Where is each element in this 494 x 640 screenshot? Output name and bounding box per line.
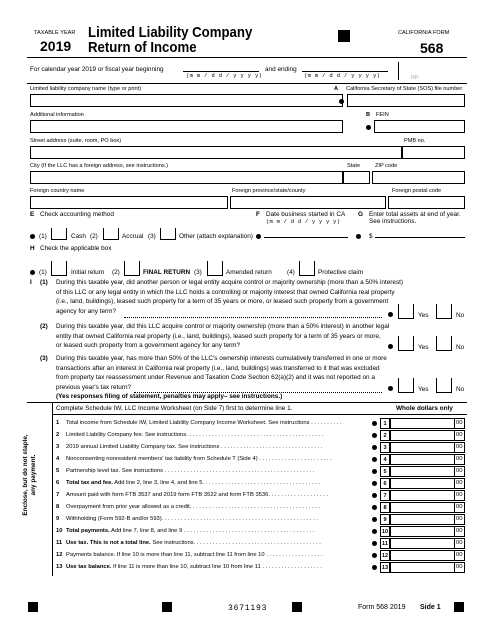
street-label: Street address (suite, room, PO box) [30, 138, 122, 144]
q1-yes-label: Yes [418, 312, 429, 319]
foreign-province-input[interactable] [230, 196, 386, 209]
line-cents: 00 [456, 564, 463, 570]
business-start-bullet-icon [356, 234, 361, 239]
line-box-number: 13 [380, 562, 390, 573]
scan-marker-left [28, 602, 38, 612]
line-cents: 00 [456, 444, 463, 450]
line-box-number: 8 [380, 502, 390, 513]
fein-bullet-icon [366, 125, 371, 130]
line-number: 2 [56, 432, 60, 438]
line-description: Overpayment from prior year allowed as a credit. . . . . . . . . . . . . . . . . . . . . . . . . . . . . . . . . . . . . . . . . [66, 504, 321, 510]
field-letter-i: I [30, 279, 32, 286]
line-cents: 00 [456, 540, 463, 546]
cents-separator [454, 562, 455, 573]
cents-separator [454, 430, 455, 441]
rp-label: RP [411, 75, 419, 81]
scan-marker-mid-right [292, 602, 302, 612]
business-start-hint: (m m / d d / y y y y) [266, 219, 341, 225]
other-method-label: Other (attach explanation) [179, 233, 253, 240]
line-box-number: 2 [380, 430, 390, 441]
final-return-checkbox[interactable] [124, 261, 140, 276]
line-box-number: 11 [380, 538, 390, 549]
state-input[interactable] [343, 171, 370, 184]
line-bullet-icon [372, 457, 377, 462]
line-bullet-icon [372, 433, 377, 438]
q2-bullet-icon [388, 344, 393, 349]
cents-separator [454, 490, 455, 501]
line-cents: 00 [456, 552, 463, 558]
q1-leader [124, 317, 382, 318]
line-number: 10 [56, 528, 63, 534]
state-label: State [347, 163, 361, 169]
form-footer-id: Form 568 2019 [358, 604, 406, 611]
line-box-number: 5 [380, 466, 390, 477]
field-letter-a: A [334, 86, 339, 92]
line-cents: 00 [456, 504, 463, 510]
line-cents: 00 [456, 456, 463, 462]
i-num-2: (2) [40, 323, 48, 330]
line-box-number: 7 [380, 490, 390, 501]
scan-marker-mid-left [162, 602, 172, 612]
h-num-1: (1) [39, 269, 47, 276]
q3-bullet-icon [388, 386, 393, 391]
question-3-text: During this taxable year, has more than 50% of the LLC's ownership interests cumulatively transferred in one or more transactions after an interest in California real property (i.e., land, buildings) was transferred to it that was excluded from property tax reassessment under Revenue and Taxation Code Section 62(a)(2) and it was not reported on a previous year's tax return? [56, 355, 387, 392]
line-box-number: 3 [380, 442, 390, 453]
line-box-number: 10 [380, 526, 390, 537]
line-bullet-icon [372, 493, 377, 498]
method-bullet-icon [30, 234, 35, 239]
fein-label: FEIN [376, 112, 389, 118]
i-num-1: (1) [40, 279, 48, 286]
scan-marker-top [338, 30, 350, 42]
line-box-number: 9 [380, 514, 390, 525]
line-box-number: 6 [380, 478, 390, 489]
form-title-line1: Limited Liability Company [88, 24, 253, 41]
initial-return-checkbox[interactable] [51, 261, 67, 276]
business-start-label: Date business started in CA [266, 211, 346, 218]
llc-name-label: Limited liability company name (type or print) [30, 86, 141, 92]
form-number: 568 [420, 40, 444, 56]
line-number: 3 [56, 444, 60, 450]
line-bullet-icon [372, 553, 377, 558]
foreign-province-label: Foreign province/state/county [232, 188, 306, 194]
total-assets-input[interactable] [375, 226, 465, 238]
additional-info-label: Additional information [30, 112, 84, 118]
cents-separator [454, 526, 455, 537]
cents-separator [454, 550, 455, 561]
worksheet-header-rule [52, 414, 467, 415]
line-number: 6 [56, 480, 60, 486]
line-number: 8 [56, 504, 60, 510]
line-number: 9 [56, 516, 60, 522]
line-box-number: 1 [380, 418, 390, 429]
rp-box[interactable] [398, 62, 466, 80]
page-side: Side 1 [420, 604, 441, 611]
pmb-input[interactable] [402, 146, 465, 159]
additional-info-input[interactable] [30, 120, 343, 133]
line-number: 7 [56, 492, 60, 498]
protective-claim-checkbox[interactable] [299, 261, 315, 276]
cents-separator [454, 478, 455, 489]
business-start-input[interactable] [264, 226, 348, 238]
cents-separator [454, 454, 455, 465]
zip-label: ZIP code [375, 163, 398, 169]
scan-marker-right [454, 602, 464, 612]
question-1-text: During this taxable year, did another person or legal entity acquire control or majority ownership (more than a 50% interest) of this LLC or any legal entity in which the LLC holds a controlling or majority interest that owned California real property (i.e., land, buildings), leased such property for a term of 35 years or more, or leased such property from a government agency for any term? [56, 279, 404, 316]
q3-yes-checkbox[interactable] [398, 378, 414, 393]
line-number: 11 [56, 540, 63, 546]
tax-year: 2019 [40, 38, 72, 54]
line-cents: 00 [456, 432, 463, 438]
line-number: 4 [56, 456, 60, 462]
period-label: For calendar year 2019 or fiscal year beginning [30, 66, 164, 73]
field-letter-h: H [30, 245, 35, 252]
h-num-3: (3) [194, 269, 202, 276]
pmb-label: PMB no. [404, 138, 426, 144]
cents-separator [454, 502, 455, 513]
city-input[interactable] [30, 171, 343, 184]
line-description: Use tax balance. If line 11 is more than line 10, subtract line 10 from line 11 . . . . . . . . . . . . . . . . . . . [66, 564, 322, 570]
q2-yes-label: Yes [418, 344, 429, 351]
whole-dollars-header: Whole dollars only [396, 405, 453, 412]
worksheet-top-rule [27, 402, 467, 403]
other-method-checkbox[interactable] [160, 228, 176, 240]
line-bullet-icon [372, 445, 377, 450]
field-letter-e: E [30, 211, 35, 218]
period-begin-hint: (m m / d d / y y y y) [186, 73, 263, 79]
initial-return-label: Initial return [71, 269, 105, 276]
cents-separator [454, 538, 455, 549]
line-description: Total tax and fee. Add line 2, line 3, line 4, and line 5. . . . . . . . . . . . . . . . . . . . . . . . . . . . . . . . . . . . . [66, 480, 321, 486]
line-cents: 00 [456, 480, 463, 486]
line-description: Withholding (Form 592-B and/or 593). . . . . . . . . . . . . . . . . . . . . . . . . . . . . . . . . . . . . . . . . . . . . . . . . [66, 516, 318, 522]
q2-no-checkbox[interactable] [436, 336, 452, 351]
line-bullet-icon [372, 481, 377, 486]
q1-no-label: No [456, 312, 465, 319]
accrual-checkbox[interactable] [103, 228, 119, 240]
cash-label: Cash [71, 233, 86, 240]
cents-separator [454, 418, 455, 429]
total-assets-label: Enter total assets at end of year. [369, 211, 461, 218]
q3-no-label: No [456, 386, 465, 393]
q3-yes-label: Yes [418, 386, 429, 393]
amended-return-label: Amended return [226, 269, 272, 276]
line-cents: 00 [456, 468, 463, 474]
rule-period [27, 83, 467, 84]
worksheet-intro: Complete Schedule IW, LLC Income Worksheet (on Side 7) first to determine line 1. [56, 405, 293, 412]
line-bullet-icon [372, 541, 377, 546]
q1-bullet-icon [388, 312, 393, 317]
cents-separator [454, 466, 455, 477]
period-end-hint: (m m / d d / y y y y) [304, 73, 381, 79]
form-title-line2: Return of Income [88, 39, 197, 56]
worksheet-left-border [52, 402, 53, 576]
cents-separator [454, 442, 455, 453]
foreign-country-label: Foreign country name [30, 188, 85, 194]
h-num-4: (4) [287, 269, 295, 276]
line-description: Amount paid with form FTB 3537 and 2019 form FTB 3522 and form FTB 3536. . . . . . . . . . . . . . . . . . . [66, 492, 328, 498]
line-number: 12 [56, 552, 63, 558]
llc-name-input[interactable] [30, 94, 343, 107]
applicable-box-label: Check the applicable box [40, 245, 112, 252]
payment-side-label: Enclose, but do not staple, any payment. [22, 434, 37, 516]
period-begin-input[interactable] [183, 62, 259, 72]
q3-no-checkbox[interactable] [436, 378, 452, 393]
line-bullet-icon [372, 469, 377, 474]
barcode-number: 3671193 [228, 604, 268, 613]
field-letter-b: B [366, 112, 371, 118]
amended-return-checkbox[interactable] [207, 261, 223, 276]
total-assets-sub: See instructions. [369, 218, 417, 225]
q2-no-label: No [456, 344, 465, 351]
other-method-bullet-icon [256, 234, 261, 239]
field-letter-f: F [256, 211, 260, 218]
q1-yes-checkbox[interactable] [398, 304, 414, 319]
sos-file-label: California Secretary of State (SOS) file number [346, 86, 463, 92]
cash-checkbox[interactable] [51, 228, 67, 240]
line-description: Total income from Schedule IW, Limited Liability Company Income Worksheet. See instructions . . . . . . . . . . [66, 420, 342, 426]
sos-file-input[interactable] [347, 94, 465, 107]
fein-input[interactable] [374, 120, 465, 133]
line-bullet-icon [372, 529, 377, 534]
field-letter-g: G [358, 211, 363, 218]
method-num-1: (1) [39, 233, 47, 240]
line-box-number: 4 [380, 454, 390, 465]
zip-input[interactable] [372, 171, 465, 184]
accrual-label: Accrual [122, 233, 144, 240]
california-form-label: CALIFORNIA FORM [398, 30, 450, 36]
line-number: 5 [56, 468, 60, 474]
street-input[interactable] [30, 146, 402, 159]
header-rule [27, 57, 467, 58]
sos-bullet-icon [339, 99, 344, 104]
cents-separator [454, 514, 455, 525]
line-description: Payments balance. If line 10 is more than line 11, subtract line 11 from line 10 . . . . . . . . . . . . . . . . . . [66, 552, 323, 558]
line-description: Limited Liability Company fee. See instructions. . . . . . . . . . . . . . . . . . . . . . . . . . . . . . . . . . . . . . . . . . . [66, 432, 324, 438]
question-2-text: During this taxable year, did this LLC acquire control or majority ownership (more than a 50% interest) in another legal entity that owned California real property (i.e., land, buildings), leased such property for a term of 35 years or more, or leased such property from a government agency for any term? [56, 323, 390, 350]
i-num-3: (3) [40, 355, 48, 362]
period-ending-label: and ending [265, 66, 297, 73]
line-cents: 00 [456, 492, 463, 498]
period-end-input[interactable] [302, 62, 388, 72]
line-description: 2019 annual Limited Liability Company tax. See instructions . . . . . . . . . . . . . . . . . . . . . . . . . . . . . . . . [66, 444, 323, 450]
city-label: City (If the LLC has a foreign address, see instructions.) [30, 163, 169, 169]
method-num-3: (3) [148, 233, 156, 240]
line-bullet-icon [372, 505, 377, 510]
line-number: 1 [56, 420, 60, 426]
line-description: Partnership level tax. See instructions . . . . . . . . . . . . . . . . . . . . . . . . . . . . . . . . . . . . . . . . . . . . . . . [66, 468, 315, 474]
line-description: Nonconsenting nonresident members' tax liability from Schedule T (Side 4) . . . . . . . . . . . . . . . . . . . . . . . [66, 456, 332, 462]
return-type-bullet-icon [30, 270, 35, 275]
line-bullet-icon [372, 421, 377, 426]
protective-claim-label: Protective claim [318, 269, 364, 276]
accounting-method-label: Check accounting method [40, 211, 114, 218]
line-bullet-icon [372, 565, 377, 570]
line-description: Total payments. Add line 7, line 8, and line 9 . . . . . . . . . . . . . . . . . . . . . . . . . . . . . . . . . . . . . . . . . [66, 528, 315, 534]
final-return-label: FINAL RETURN [143, 269, 191, 276]
dollar-sign: $ [369, 233, 373, 240]
line-cents: 00 [456, 420, 463, 426]
foreign-postal-input[interactable] [388, 196, 465, 209]
line-description: Use tax. This is not a total line. See instructions. . . . . . . . . . . . . . . . . . . . . . . . . . . . . . . . . . . . . . . . [66, 540, 321, 546]
line-bullet-icon [372, 517, 377, 522]
line-box-number: 12 [380, 550, 390, 561]
line-number: 13 [56, 564, 63, 570]
q2-yes-checkbox[interactable] [398, 336, 414, 351]
foreign-country-input[interactable] [30, 196, 228, 209]
q1-no-checkbox[interactable] [436, 304, 452, 319]
line-cents: 00 [456, 516, 463, 522]
foreign-postal-label: Foreign postal code [392, 188, 442, 194]
taxable-year-label: TAXABLE YEAR [34, 30, 76, 36]
h-num-2: (2) [112, 269, 120, 276]
penalty-footnote: (Yes responses filing of statement, penalties may apply– see instructions.) [56, 393, 283, 400]
line-cents: 00 [456, 528, 463, 534]
method-num-2: (2) [90, 233, 98, 240]
